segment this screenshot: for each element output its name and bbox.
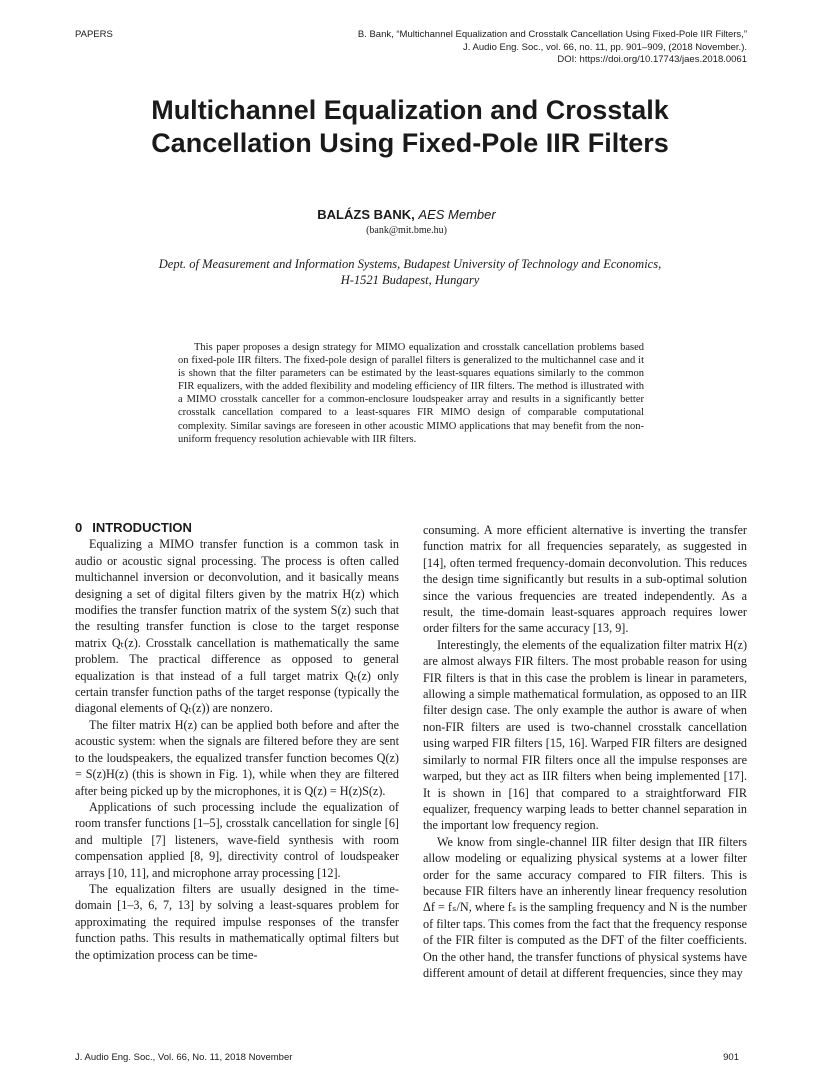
left-column: [75, 520, 399, 963]
paragraph: The filter matrix H(z) can be applied both before and after the acoustic system: when the signals are filtered before they are sent to the loudspeakers, the equalized transfer function becomes Q(z) = S(z)H(z) (this is shown in Fig. 1), while when they are filtered after being picked up by the microphones, it is Q(z) = H(z)S(z).: [75, 717, 399, 798]
running-header-section: PAPERS: [75, 29, 113, 40]
paragraph: We know from single-channel IIR filter design that IIR filters allow modeling or equalizing physical systems at a lower filter order for the same accuracy compared to FIR filters. This is because FIR filters have an inherently linear frequency resolution Δf = fₛ/N, where fₛ is the sampling frequency and N is the number of filter taps. This comes from the fact that the frequency response of the FIR filter is computed as the DFT of the filter coefficients. On the other hand, the transfer functions of physical systems have different amount of detail at different frequencies, since they may: [423, 834, 747, 980]
citation-block: [227, 29, 747, 67]
title-line-2: Cancellation Using Fixed-Pole IIR Filters: [151, 128, 669, 158]
section-heading: [75, 520, 399, 536]
author-role: AES Member: [418, 207, 496, 222]
author-line: [0, 207, 813, 222]
citation-line-1: B. Bank, “Multichannel Equalization and Crosstalk Cancellation Using Fixed-Pole IIR Filters,”: [357, 29, 747, 40]
author-email: (bank@mit.bme.hu): [366, 225, 447, 236]
page-number: 901: [723, 1052, 739, 1063]
paragraph: consuming. A more efficient alternative is inverting the transfer function matrix for all frequencies separately, as suggested in [14], often termed frequency-domain deconvolution. This reduces the design time significantly but results in a sub-optimal solution since the various frequencies are treated independently. As a result, the time-domain least-squares approach requires lower order filters for the same accuracy [13, 9].: [423, 523, 747, 636]
affiliation: [100, 256, 720, 288]
footer-journal: J. Audio Eng. Soc., Vol. 66, No. 11, 2018 November: [75, 1052, 293, 1063]
section-number: 0: [75, 520, 83, 535]
paragraph: Interestingly, the elements of the equalization filter matrix H(z) are almost always FIR filters. The most probable reason for using FIR filters is that in this case the problem is linear in parameters, allowing a simple mathematical formulation, as opposed to an IIR filter design case. The only example the author is aware of when non-FIR filters are used is two-channel crosstalk cancellation using warped FIR filters [15, 16]. Warped FIR filters are designed similarly to normal FIR filters once all the impulse responses are warped, but they act as IIR filters when being implemented [17]. It is shown in [16] that compared to a straightforward FIR equalizer, frequency warping leads to better channel separation in the important low frequency region.: [423, 637, 747, 833]
title-line-1: Multichannel Equalization and Crosstalk: [151, 95, 669, 125]
paragraph: The equalization filters are usually designed in the time-domain [1–3, 6, 7, 13] by solving a least-squares problem for approximating the required impulse responses of the transfer function paths. This results in mathematically optimal filters but the optimization process can be time-: [75, 881, 399, 962]
paragraph: Equalizing a MIMO transfer function is a common task in audio or acoustic signal processing. The process is often called multichannel inversion or deconvolution, and it basically means designing a set of digital filters given by the matrix H(z) which modifies the transfer function matrix of the system S(z) such that the resulting transfer function is close to the target response matrix Qₜ(z). Crosstalk cancellation is mathematically the same problem. The practical difference as opposed to general equalization is that instead of a full target matrix Qₜ(z) only certain transfer function paths of the target response (typically the diagonal elements of Qₜ(z)) are nonzero.: [75, 537, 399, 716]
paragraph: Applications of such processing include the equalization of room transfer functions [1–5], crosstalk cancellation for single [6] and multiple [7] listeners, wave-field synthesis with room compensation applied [8, 9], directivity control of loudspeaker arrays [10, 11], and microphone array processing [12].: [75, 799, 399, 880]
right-column: [423, 522, 747, 981]
abstract: This paper proposes a design strategy for MIMO equalization and crosstalk cancellation problems based on fixed-pole IIR filters. The fixed-pole design of parallel filters is generalized to the multichannel case and it is shown that the filter parameters can be estimated by the least-squares equations similarly to the common FIR equalizers, with the added flexibility and modeling efficiency of IIR filters. The method is illustrated with a MIMO crosstalk canceller for a common-enclosure loudspeaker array and results in a significantly better crosstalk cancellation compared to a least-squares FIR MIMO design of comparable computational complexity. Similar savings are foreseen in other acoustic MIMO applications that may benefit from the non-uniform frequency resolution achievable with IIR filters.: [178, 342, 644, 445]
citation-line-2: J. Audio Eng. Soc., vol. 66, no. 11, pp. 901–909, (2018 November.).: [463, 41, 747, 53]
section-title: INTRODUCTION: [92, 520, 192, 535]
paper-title: [60, 94, 760, 160]
doi: DOI: https://doi.org/10.17743/jaes.2018.0061: [557, 54, 747, 65]
affiliation-line-1: Dept. of Measurement and Information Systems, Budapest University of Technology and Economics,: [158, 257, 662, 271]
author-name: BALÁZS BANK,: [317, 207, 415, 222]
affiliation-line-2: H-1521 Budapest, Hungary: [340, 273, 480, 287]
